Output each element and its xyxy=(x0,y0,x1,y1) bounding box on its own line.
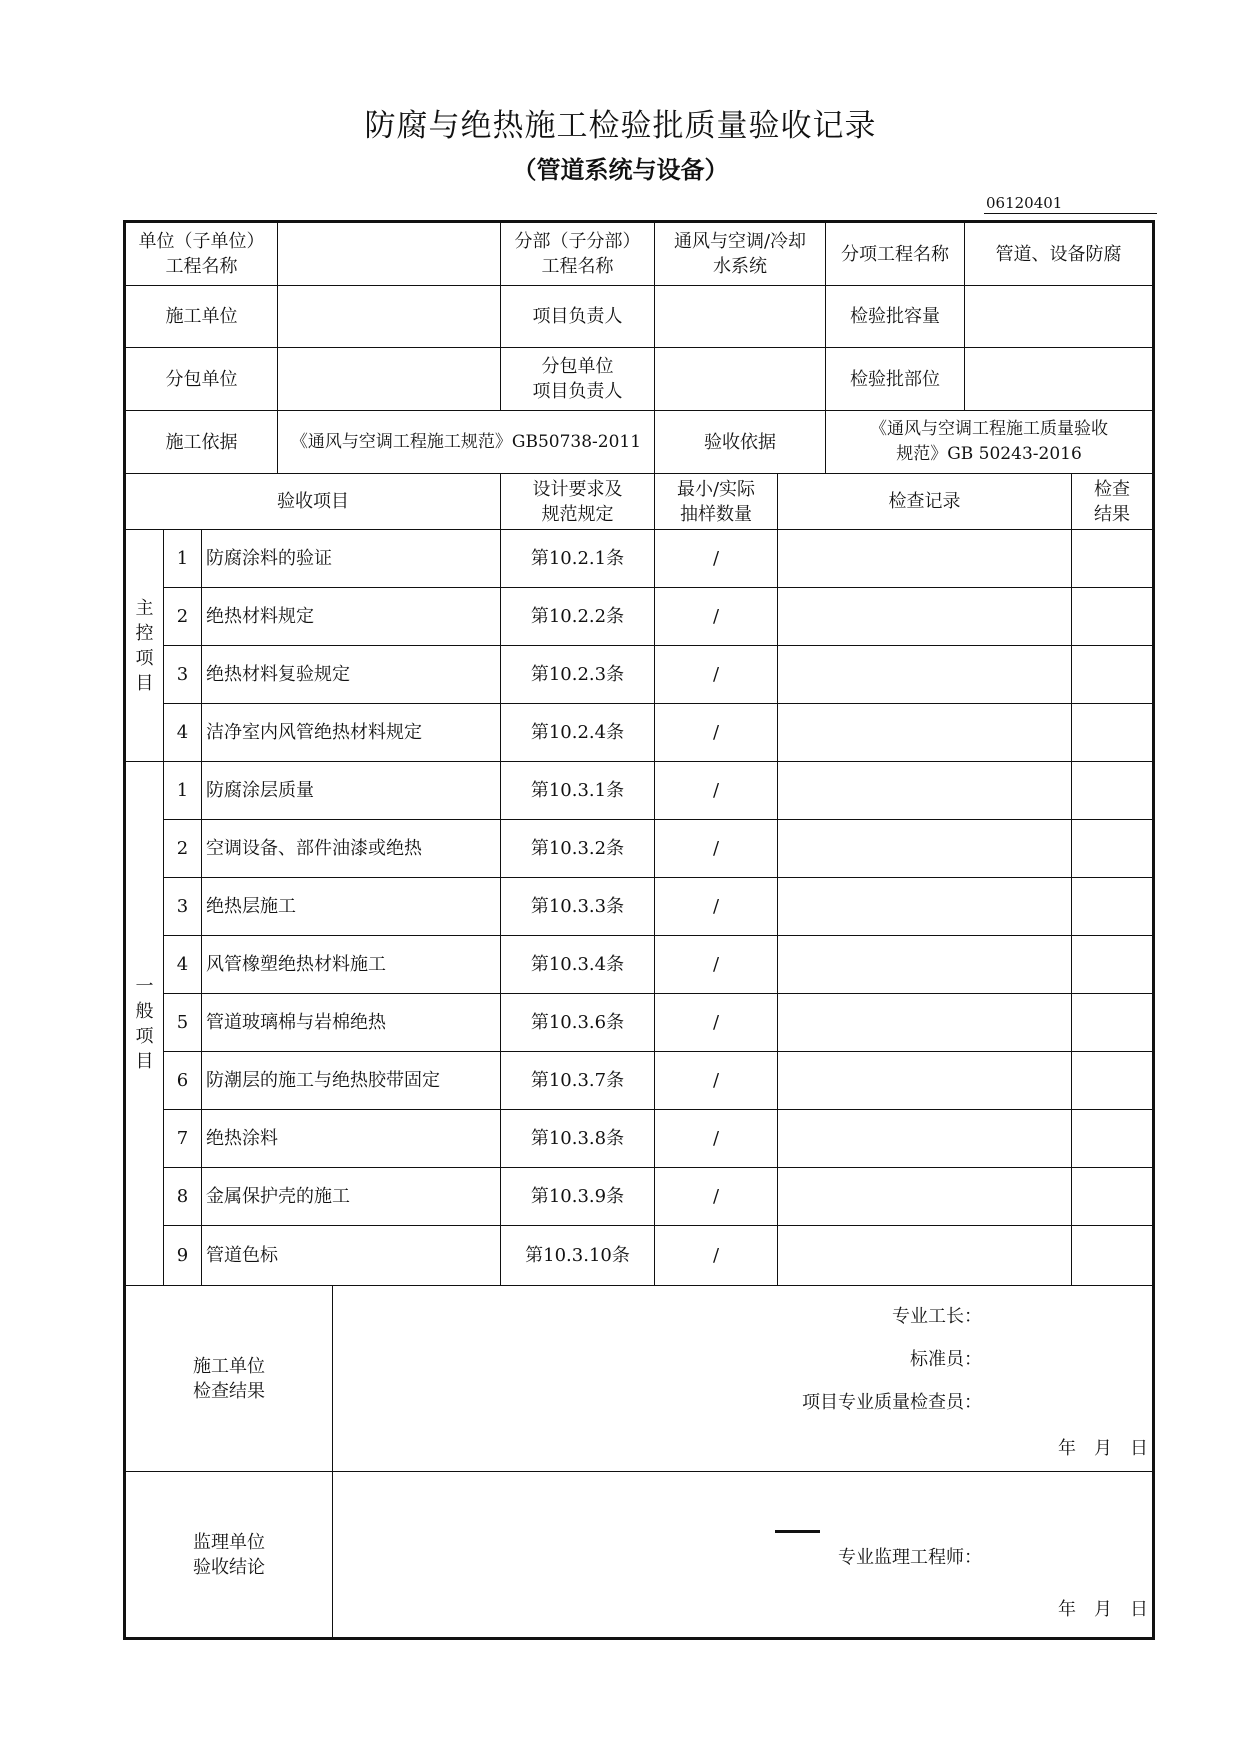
item-name: 防腐涂料的验证 xyxy=(202,530,501,588)
group-char: 目 xyxy=(135,1050,154,1072)
item-clause: 第10.3.8条 xyxy=(501,1110,655,1168)
item-no: 3 xyxy=(164,646,202,704)
group-char: 目 xyxy=(135,672,154,694)
accept-basis-value[interactable]: 《通风与空调工程施工质量验收 规范》GB 50243-2016 xyxy=(826,411,1152,474)
item-clause: 第10.2.3条 xyxy=(501,646,655,704)
item-clause: 第10.3.6条 xyxy=(501,994,655,1052)
contractor-check-label: 施工单位 检查结果 xyxy=(126,1286,333,1472)
item-clause: 第10.3.3条 xyxy=(501,878,655,936)
item-value[interactable]: 管道、设备防腐 xyxy=(965,223,1152,286)
item-name: 金属保护壳的施工 xyxy=(202,1168,501,1226)
sub-pm-value[interactable] xyxy=(655,348,826,411)
item-result[interactable] xyxy=(1072,530,1152,588)
item-record[interactable] xyxy=(778,1226,1072,1286)
supervisor-check-label: 监理单位 验收结论 xyxy=(126,1472,333,1637)
item-sample: / xyxy=(655,878,778,936)
item-record[interactable] xyxy=(778,994,1072,1052)
item-name: 绝热材料规定 xyxy=(202,588,501,646)
item-result[interactable] xyxy=(1072,878,1152,936)
item-no: 4 xyxy=(164,936,202,994)
page-subtitle: （管道系统与设备） xyxy=(512,156,729,184)
item-name: 防潮层的施工与绝热胶带固定 xyxy=(202,1052,501,1110)
item-sample: / xyxy=(655,1052,778,1110)
main-control-group-label xyxy=(126,530,164,762)
item-clause: 第10.3.7条 xyxy=(501,1052,655,1110)
header-record: 检查记录 xyxy=(778,474,1072,530)
item-name: 绝热层施工 xyxy=(202,878,501,936)
header-design: 设计要求及 规范规定 xyxy=(501,474,655,530)
item-sample: / xyxy=(655,646,778,704)
item-no: 9 xyxy=(164,1226,202,1286)
item-name: 管道色标 xyxy=(202,1226,501,1286)
item-sample: / xyxy=(655,820,778,878)
form-code: 06120401 xyxy=(984,193,1157,214)
capacity-value[interactable] xyxy=(965,286,1152,348)
item-sample: / xyxy=(655,704,778,762)
item-clause: 第10.2.2条 xyxy=(501,588,655,646)
item-label: 分项工程名称 xyxy=(826,223,965,286)
item-record[interactable] xyxy=(778,588,1072,646)
item-sample: / xyxy=(655,1226,778,1286)
location-label: 检验批部位 xyxy=(826,348,965,411)
item-clause: 第10.3.9条 xyxy=(501,1168,655,1226)
item-sample: / xyxy=(655,994,778,1052)
subcontractor-value[interactable] xyxy=(278,348,501,411)
item-clause: 第10.2.1条 xyxy=(501,530,655,588)
standard-officer-signature-label: 标准员： xyxy=(910,1349,982,1370)
signature-dash xyxy=(775,1530,820,1533)
group-char: 项 xyxy=(135,1025,154,1047)
accept-basis-label: 验收依据 xyxy=(655,411,826,474)
item-result[interactable] xyxy=(1072,588,1152,646)
header-item: 验收项目 xyxy=(126,474,501,530)
item-sample: / xyxy=(655,1168,778,1226)
subdivision-label: 分部（子分部） 工程名称 xyxy=(501,223,655,286)
item-no: 3 xyxy=(164,878,202,936)
group-char: 主 xyxy=(135,597,154,619)
item-name: 绝热材料复验规定 xyxy=(202,646,501,704)
item-result[interactable] xyxy=(1072,1226,1152,1286)
item-record[interactable] xyxy=(778,878,1072,936)
pm-value[interactable] xyxy=(655,286,826,348)
item-record[interactable] xyxy=(778,1110,1072,1168)
contractor-value[interactable] xyxy=(278,286,501,348)
item-result[interactable] xyxy=(1072,704,1152,762)
item-sample: / xyxy=(655,936,778,994)
item-name: 绝热涂料 xyxy=(202,1110,501,1168)
item-name: 洁净室内风管绝热材料规定 xyxy=(202,704,501,762)
item-no: 6 xyxy=(164,1052,202,1110)
item-no: 8 xyxy=(164,1168,202,1226)
page-title: 防腐与绝热施工检验批质量验收记录 xyxy=(364,108,877,144)
item-clause: 第10.3.4条 xyxy=(501,936,655,994)
subcontractor-label: 分包单位 xyxy=(126,348,278,411)
subdivision-value[interactable]: 通风与空调/冷却 水系统 xyxy=(655,223,826,286)
group-char: 项 xyxy=(135,647,154,669)
item-no: 1 xyxy=(164,762,202,820)
contractor-date: 年 月 日 xyxy=(1058,1438,1148,1459)
item-no: 2 xyxy=(164,820,202,878)
item-record[interactable] xyxy=(778,704,1072,762)
basis-value[interactable]: 《通风与空调工程施工规范》GB50738-2011 xyxy=(278,411,655,474)
item-sample: / xyxy=(655,762,778,820)
item-record[interactable] xyxy=(778,762,1072,820)
unit-value[interactable] xyxy=(278,223,501,286)
item-result[interactable] xyxy=(1072,820,1152,878)
item-result[interactable] xyxy=(1072,1168,1152,1226)
group-char: 一 xyxy=(135,975,154,997)
item-result[interactable] xyxy=(1072,994,1152,1052)
item-record[interactable] xyxy=(778,1168,1072,1226)
item-sample: / xyxy=(655,588,778,646)
item-sample: / xyxy=(655,530,778,588)
header-sample: 最小/实际 抽样数量 xyxy=(655,474,778,530)
item-no: 4 xyxy=(164,704,202,762)
capacity-label: 检验批容量 xyxy=(826,286,965,348)
item-record[interactable] xyxy=(778,1052,1072,1110)
group-char: 般 xyxy=(135,1000,154,1022)
item-name: 管道玻璃棉与岩棉绝热 xyxy=(202,994,501,1052)
item-clause: 第10.3.10条 xyxy=(501,1226,655,1286)
item-clause: 第10.2.4条 xyxy=(501,704,655,762)
item-no: 7 xyxy=(164,1110,202,1168)
header-result: 检查 结果 xyxy=(1072,474,1152,530)
supervisor-date: 年 月 日 xyxy=(1058,1599,1148,1620)
item-result[interactable] xyxy=(1072,762,1152,820)
item-no: 1 xyxy=(164,530,202,588)
foreman-signature-label: 专业工长： xyxy=(892,1306,982,1327)
item-result[interactable] xyxy=(1072,936,1152,994)
item-record[interactable] xyxy=(778,646,1072,704)
item-name: 空调设备、部件油漆或绝热 xyxy=(202,820,501,878)
item-record[interactable] xyxy=(778,936,1072,994)
item-clause: 第10.3.1条 xyxy=(501,762,655,820)
item-record[interactable] xyxy=(778,820,1072,878)
item-result[interactable] xyxy=(1072,1110,1152,1168)
general-group-label xyxy=(126,762,164,1286)
item-no: 5 xyxy=(164,994,202,1052)
item-record[interactable] xyxy=(778,530,1072,588)
inspection-form xyxy=(123,220,1155,1640)
sub-pm-label: 分包单位 项目负责人 xyxy=(501,348,655,411)
item-name: 防腐涂层质量 xyxy=(202,762,501,820)
basis-label: 施工依据 xyxy=(126,411,278,474)
group-char: 控 xyxy=(135,622,154,644)
item-name: 风管橡塑绝热材料施工 xyxy=(202,936,501,994)
item-sample: / xyxy=(655,1110,778,1168)
unit-label: 单位（子单位） 工程名称 xyxy=(126,223,278,286)
item-clause: 第10.3.2条 xyxy=(501,820,655,878)
item-result[interactable] xyxy=(1072,646,1152,704)
pm-label: 项目负责人 xyxy=(501,286,655,348)
supervising-engineer-signature-label: 专业监理工程师： xyxy=(838,1547,982,1568)
location-value[interactable] xyxy=(965,348,1152,411)
item-result[interactable] xyxy=(1072,1052,1152,1110)
contractor-label: 施工单位 xyxy=(126,286,278,348)
quality-inspector-signature-label: 项目专业质量检查员： xyxy=(802,1392,982,1413)
item-no: 2 xyxy=(164,588,202,646)
